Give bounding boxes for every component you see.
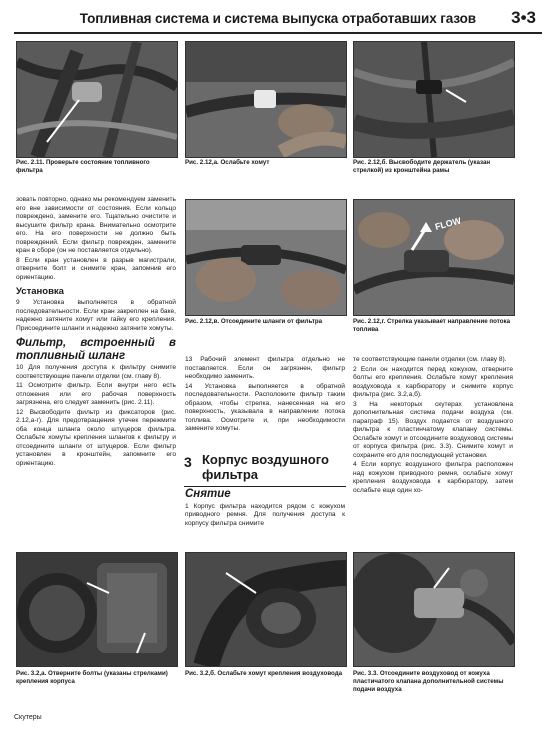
subheading-remove: Снятие (185, 488, 231, 500)
paragraph: 9 Установка выполняется в обратной последовательности. Если кран закреплен на баке, надежно затяните хомут или гайку его крепления. Присоедините шланги и надежно затяните хомуты. (16, 299, 176, 332)
caption-fig-2-12v: Рис. 2.12,в. Отсоедините шланги от фильтра (185, 318, 323, 325)
photo-fig-3-2a (16, 552, 178, 667)
paragraph: 13 Рабочий элемент фильтра отдельно не поставляется. Если он загрязнен, фильтр необходимо заменить. (185, 356, 345, 380)
photo-fig-2-12v (185, 199, 347, 316)
caption-fig-2-12b: Рис. 2.12,б. Высвободите держатель (указан стрелкой) из кронштейна рамы (353, 159, 491, 174)
paragraph: 8 Если кран установлен в разрыв магистрали, отверните болт и снимите кран, запомнив его ориентацию. (16, 256, 176, 281)
photo-fig-3-2b (185, 552, 347, 667)
caption-fig-2-12a: Рис. 2.12,а. Ослабьте хомут (185, 159, 270, 166)
page-header (0, 0, 550, 34)
paragraph: 10 Для получения доступа к фильтру снимите соответствующие панели отделки (см. главу 8). (16, 364, 176, 380)
section-title: Корпус воздушного фильтра (202, 452, 329, 482)
text-column-2 (185, 356, 345, 435)
caption-fig-3-2b: Рис. 3.2,б. Ослабьте хомут крепления воздуховода (185, 670, 343, 677)
chapter-title: Топливная система и система выпуска отработавших газов (79, 11, 476, 26)
section-rule (184, 486, 346, 487)
text-column-3 (353, 356, 513, 496)
paragraph: 3 На некоторых скутерах установлена дополнительная система подачи воздуха (см. параграф 15). Воздух подается от воздушного фильтра к пластинчатому клапану системы. Ослабьте хомут и отсоедините воздуховод системы от корпуса фильтра (рис. 3.3). Снимите хомут и сохраните его для последующей установки. (353, 400, 513, 459)
paragraph: 14 Установка выполняется в обратной последовательности. Расположите фильтр таким образом, чтобы стрелка, нанесенная на его поверхность, указывала в направлении потока топлива. Осмотрите и, при необходимости замените хомуты. (185, 382, 345, 432)
footer-text: Скутеры (14, 714, 42, 721)
photo-fig-2-12a (185, 41, 347, 158)
paragraph: 12 Высвободите фильтр из фиксаторов (рис. 2.12,а-г). Для предотвращения утечек пережмите оба конца шланга около штуцеров фильтра. Ослабьте хомуты крепления шлангов к фильтру и отсоедините шланги от штуцеров. Если фильтр установлен в кронштейн, запомните его ориентацию. (16, 408, 176, 467)
caption-fig-3-2a: Рис. 3.2,а. Отверните болты (указаны стрелками) крепления корпуса (16, 670, 168, 685)
photo-fig-3-3 (353, 552, 515, 667)
paragraph: 2 Если он находится перед кожухом, отверните болты его крепления. Ослабьте хомут крепления воздуховода к карбюратору и снимите корпус фильтра (рис. 3.2,а,б). (353, 365, 513, 398)
photo-fig-2-12g (353, 199, 515, 316)
caption-fig-3-3: Рис. 3.3. Отсоедините воздуховод от кожуха пластичатого клапана дополнительной системы подачи воздуха (353, 670, 504, 693)
paragraph: 1 Корпус фильтра находится рядом с кожухом приводного ремня. Для получения доступа к корпусу фильтра снимите (185, 502, 345, 527)
caption-fig-2-12g: Рис. 2.12,г. Стрелка указывает направление потока топлива (353, 318, 511, 333)
subheading-inline-filter: Фильтр, встроенный в топливный шланг (16, 337, 176, 362)
paragraph: зовать повторно, однако мы рекомендуем заменить его вне зависимости от состояния. Если кольцо повреждено, замените его. Тщательно очистите и высушите фильтр крана. Внимательно осмотрите его. На его поверхности не должно быть повреждений. Если фильтр поврежден, замените кран в сборе (он не поставляется отдельно). (16, 196, 176, 254)
photo-fig-2-12b (353, 41, 515, 158)
header-rule (14, 32, 542, 34)
paragraph: те соответствующие панели отделки (см. главу 8). (353, 356, 507, 363)
text-column-2b (185, 488, 345, 529)
section-number: 3 (184, 454, 192, 470)
page-number: 3•3 (511, 8, 536, 27)
photo-fig-2-11 (16, 41, 178, 158)
subheading-install: Установка (16, 286, 64, 297)
flow-label: FLOW (433, 215, 463, 232)
caption-fig-2-11: Рис. 2.11. Проверьте состояние топливного фильтра (16, 159, 150, 174)
paragraph: 11 Осмотрите фильтр. Если внутри него есть отложения или его рабочая поверхность загрязнена, его следует заменить (рис. 2.11). (16, 382, 176, 406)
paragraph: 4 Если корпус воздушного фильтра расположен над кожухом приводного ремня, ослабьте хомут крепления воздуховода к карбюратору, затем ослабьте еще один хо- (353, 461, 513, 494)
text-column-1 (16, 196, 176, 469)
